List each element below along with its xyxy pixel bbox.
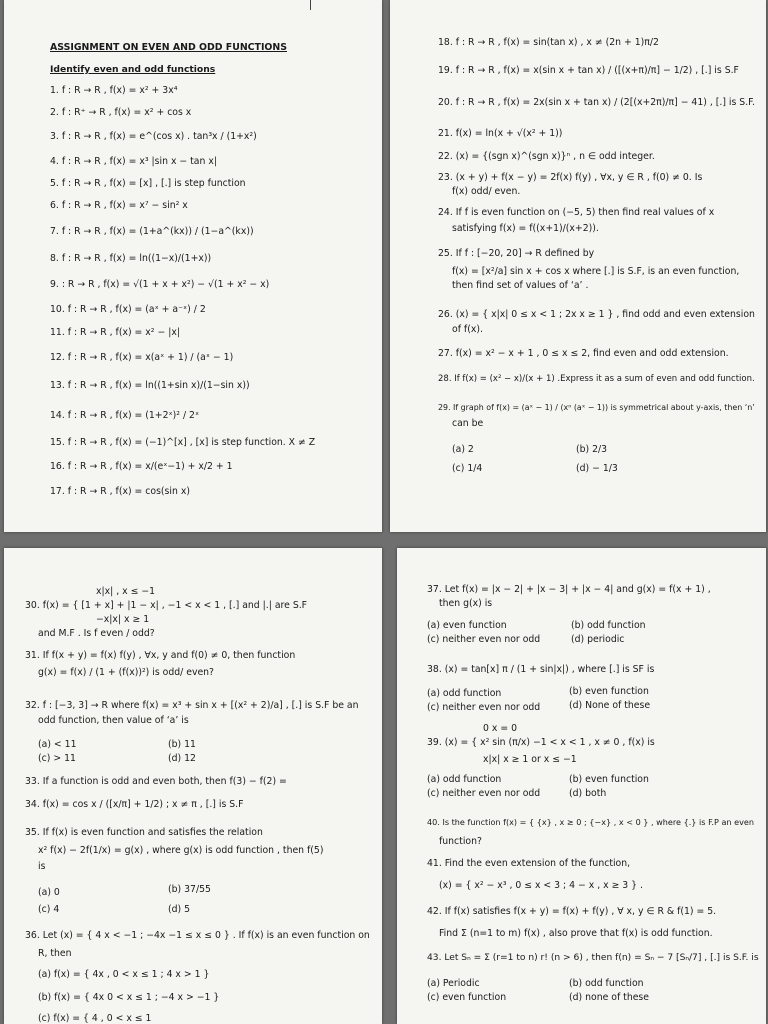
question-13: 13. f : R → R , f(x) = ln((1+sin x)/(1−sin x)) bbox=[50, 380, 250, 391]
option-29-d: (d) − 1/3 bbox=[576, 463, 618, 474]
option-38-a: (a) odd function bbox=[427, 688, 502, 699]
question-28: 28. If f(x) = (x² − x)/(x + 1) .Express it as a sum of even and odd function. bbox=[438, 374, 755, 384]
question-42-cont: Find Σ (n=1 to m) f(x) , also prove that f(x) is odd function. bbox=[439, 928, 713, 939]
question-36: 36. Let (x) = { 4 x < −1 ; −4x −1 ≤ x ≤ 0 } . If f(x) is an even function on bbox=[25, 930, 370, 941]
option-32-b: (b) 11 bbox=[168, 739, 196, 750]
question-34: 34. f(x) = cos x / ([x/π] + 1/2) ; x ≠ π , [.] is S.F bbox=[25, 799, 244, 810]
page-top-right bbox=[390, 0, 766, 532]
option-38-c: (c) neither even nor odd bbox=[427, 702, 541, 713]
question-4: 4. f : R → R , f(x) = x³ |sin x − tan x| bbox=[50, 156, 217, 167]
question-24-cont: satisfying f(x) = f((x+1)/(x+2)). bbox=[452, 223, 599, 234]
question-30-case1: x|x| , x ≤ −1 bbox=[96, 586, 156, 597]
question-35-line3: is bbox=[38, 861, 46, 872]
question-37-cont: then g(x) is bbox=[439, 598, 493, 609]
option-36-b: (b) f(x) = { 4x 0 < x ≤ 1 ; −4 x > −1 } bbox=[38, 992, 220, 1003]
page-top-left bbox=[4, 0, 382, 532]
margin-mark bbox=[310, 0, 311, 10]
question-38: 38. (x) = tan[x] π / (1 + sin|x|) , where [.] is SF is bbox=[427, 664, 655, 675]
question-40-cont: function? bbox=[439, 836, 482, 847]
option-35-d: (d) 5 bbox=[168, 904, 191, 915]
option-38-b: (b) even function bbox=[569, 686, 649, 697]
question-21: 21. f(x) = ln(x + √(x² + 1)) bbox=[438, 128, 563, 139]
question-25-line3: then find set of values of ‘a’ . bbox=[452, 280, 589, 291]
question-43: 43. Let Sₙ = Σ (r=1 to n) r! (n > 6) , then f(n) = Sₙ − 7 [Sₙ/7] , [.] is S.F. is bbox=[427, 953, 759, 963]
option-36-c: (c) f(x) = { 4 , 0 < x ≤ 1 bbox=[38, 1013, 152, 1024]
option-35-a: (a) 0 bbox=[38, 887, 60, 898]
question-41-cont: (x) = { x² − x³ , 0 ≤ x < 3 ; 4 − x , x ≥ 3 } . bbox=[439, 880, 644, 891]
option-29-c: (c) 1/4 bbox=[452, 463, 483, 474]
question-27: 27. f(x) = x² − x + 1 , 0 ≤ x ≤ 2, find even and odd extension. bbox=[438, 348, 729, 359]
question-39-case1: 0 x = 0 bbox=[483, 723, 517, 734]
question-39-case3: x|x| x ≥ 1 or x ≤ −1 bbox=[483, 754, 577, 765]
option-38-d: (d) None of these bbox=[569, 700, 651, 711]
option-37-a: (a) even function bbox=[427, 620, 507, 631]
option-35-c: (c) 4 bbox=[38, 904, 60, 915]
question-41: 41. Find the even extension of the function, bbox=[427, 858, 631, 869]
question-31-cont: g(x) = f(x) / (1 + (f(x))²) is odd/ even? bbox=[38, 667, 214, 678]
option-43-d: (d) none of these bbox=[569, 992, 649, 1003]
question-39: 39. (x) = { x² sin (π/x) −1 < x < 1 , x ≠ 0 , f(x) is bbox=[427, 737, 655, 748]
question-20: 20. f : R → R , f(x) = 2x(sin x + tan x) / (2[(x+2π)/π] − 41) , [.] is S.F. bbox=[438, 97, 755, 108]
question-17: 17. f : R → R , f(x) = cos(sin x) bbox=[50, 486, 190, 497]
option-39-b: (b) even function bbox=[569, 774, 649, 785]
question-25-line2: f(x) = [x²/a] sin x + cos x where [.] is S.F, is an even function, bbox=[452, 266, 740, 277]
question-15: 15. f : R → R , f(x) = (−1)^[x] , [x] is step function. X ≠ Z bbox=[50, 437, 316, 448]
question-10: 10. f : R → R , f(x) = (aˣ + a⁻ˣ) / 2 bbox=[50, 304, 206, 315]
question-2: 2. f : R⁺ → R , f(x) = x² + cos x bbox=[50, 107, 192, 118]
page-bottom-left bbox=[4, 548, 382, 1024]
question-30: 30. f(x) = { [1 + x] + |1 − x| , −1 < x < 1 , [.] and |.| are S.F bbox=[25, 600, 308, 611]
option-37-d: (d) periodic bbox=[571, 634, 625, 645]
question-9: 9. : R → R , f(x) = √(1 + x + x²) − √(1 + x² − x) bbox=[50, 279, 270, 290]
option-32-c: (c) > 11 bbox=[38, 753, 76, 764]
question-5: 5. f : R → R , f(x) = [x] , [.] is step function bbox=[50, 178, 246, 189]
question-14: 14. f : R → R , f(x) = (1+2ˣ)² / 2ˣ bbox=[50, 410, 200, 421]
question-3: 3. f : R → R , f(x) = e^(cos x) . tan³x / (1+x²) bbox=[50, 131, 257, 142]
question-1: 1. f : R → R , f(x) = x² + 3x⁴ bbox=[50, 85, 178, 96]
question-35-line2: x² f(x) − 2f(1/x) = g(x) , where g(x) is odd function , then f(5) bbox=[38, 845, 324, 856]
question-37: 37. Let f(x) = |x − 2| + |x − 3| + |x − 4| and g(x) = f(x + 1) , bbox=[427, 584, 711, 595]
question-8: 8. f : R → R , f(x) = ln((1−x)/(1+x)) bbox=[50, 253, 212, 264]
question-32: 32. f : [−3, 3] → R where f(x) = x³ + sin x + [(x² + 2)/a] , [.] is S.F be an bbox=[25, 700, 359, 711]
option-37-c: (c) neither even nor odd bbox=[427, 634, 541, 645]
question-42: 42. If f(x) satisfies f(x + y) = f(x) + f(y) , ∀ x, y ∈ R & f(1) = 5. bbox=[427, 906, 717, 917]
assignment-subtitle: Identify even and odd functions bbox=[50, 64, 216, 75]
question-30-cont: and M.F . Is f even / odd? bbox=[38, 628, 155, 639]
question-32-cont: odd function, then value of ‘a’ is bbox=[38, 715, 189, 726]
question-31: 31. If f(x + y) = f(x) f(y) , ∀x, y and f(0) ≠ 0, then function bbox=[25, 650, 296, 661]
question-12: 12. f : R → R , f(x) = x(aˣ + 1) / (aˣ − 1) bbox=[50, 352, 234, 363]
question-19: 19. f : R → R , f(x) = x(sin x + tan x) / ([(x+π)/π] − 1/2) , [.] is S.F bbox=[438, 65, 739, 76]
option-29-a: (a) 2 bbox=[452, 444, 474, 455]
option-36-a: (a) f(x) = { 4x , 0 < x ≤ 1 ; 4 x > 1 } bbox=[38, 969, 210, 980]
page-bottom-right bbox=[397, 548, 766, 1024]
assignment-title: ASSIGNMENT ON EVEN AND ODD FUNCTIONS bbox=[50, 42, 287, 53]
question-29: 29. If graph of f(x) = (aˣ − 1) / (xⁿ (aˣ − 1)) is symmetrical about y-axis, then ‘n’ bbox=[438, 403, 755, 412]
option-43-b: (b) odd function bbox=[569, 978, 644, 989]
option-32-d: (d) 12 bbox=[168, 753, 196, 764]
option-43-a: (a) Periodic bbox=[427, 978, 480, 989]
question-23-cont: f(x) odd/ even. bbox=[452, 186, 521, 197]
option-39-a: (a) odd function bbox=[427, 774, 502, 785]
question-30-case3: −x|x| x ≥ 1 bbox=[96, 614, 150, 625]
option-39-c: (c) neither even nor odd bbox=[427, 788, 541, 799]
question-25: 25. If f : [−20, 20] → R defined by bbox=[438, 248, 595, 259]
question-11: 11. f : R → R , f(x) = x² − |x| bbox=[50, 327, 180, 338]
option-29-b: (b) 2/3 bbox=[576, 444, 608, 455]
option-35-b: (b) 37/55 bbox=[168, 884, 211, 895]
question-24: 24. If f is even function on (−5, 5) then find real values of x bbox=[438, 207, 715, 218]
question-29-cont: can be bbox=[452, 418, 484, 429]
question-36-cont: R, then bbox=[38, 948, 72, 959]
option-37-b: (b) odd function bbox=[571, 620, 646, 631]
question-22: 22. (x) = {(sgn x)^(sgn x)}ⁿ , n ∈ odd integer. bbox=[438, 151, 655, 162]
question-26: 26. (x) = { x|x| 0 ≤ x < 1 ; 2x x ≥ 1 } , find odd and even extension bbox=[438, 309, 755, 320]
question-18: 18. f : R → R , f(x) = sin(tan x) , x ≠ (2n + 1)π/2 bbox=[438, 37, 659, 48]
option-32-a: (a) < 11 bbox=[38, 739, 77, 750]
question-16: 16. f : R → R , f(x) = x/(eˣ−1) + x/2 + 1 bbox=[50, 461, 233, 472]
question-35: 35. If f(x) is even function and satisfies the relation bbox=[25, 827, 263, 838]
option-39-d: (d) both bbox=[569, 788, 607, 799]
option-43-c: (c) even function bbox=[427, 992, 507, 1003]
question-40: 40. Is the function f(x) = { {x} , x ≥ 0 ; {−x} , x < 0 } , where {.} is F.P an even bbox=[427, 817, 754, 827]
question-6: 6. f : R → R , f(x) = x⁷ − sin² x bbox=[50, 200, 188, 211]
question-7: 7. f : R → R , f(x) = (1+a^(kx)) / (1−a^(kx)) bbox=[50, 226, 254, 237]
question-26-cont: of f(x). bbox=[452, 324, 483, 335]
question-33: 33. If a function is odd and even both, then f(3) − f(2) = bbox=[25, 776, 287, 787]
question-23: 23. (x + y) + f(x − y) = 2f(x) f(y) , ∀x, y ∈ R , f(0) ≠ 0. Is bbox=[438, 172, 703, 183]
